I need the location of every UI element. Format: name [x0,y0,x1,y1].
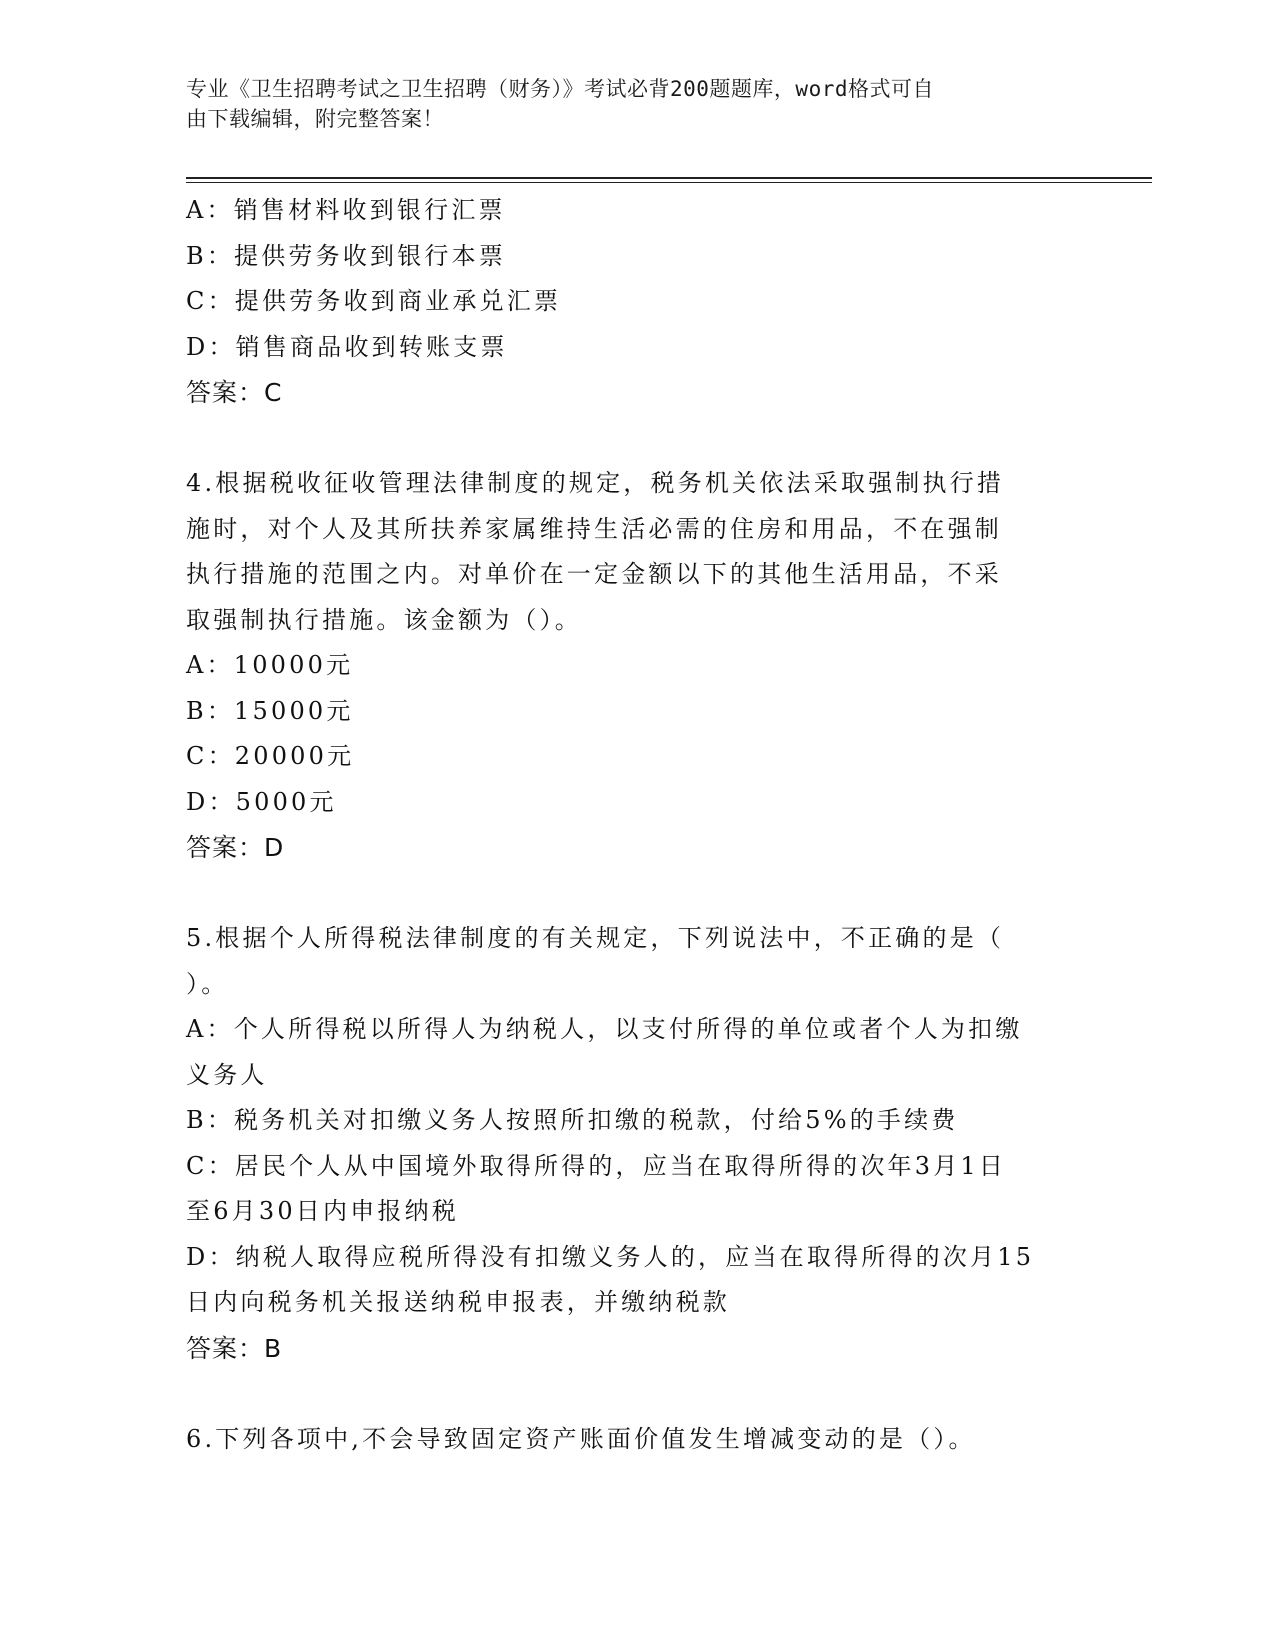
question-6 [186,1417,1081,1463]
option-c: C：居民个人从中国境外取得所得的，应当在取得所得的次年3月1日 [186,1151,1007,1180]
question-stem: 6.下列各项中,不会导致固定资产账面价值发生增减变动的是（）。 [186,1424,976,1453]
header-line: 专业《卫生招聘考试之卫生招聘（财务）》考试必背200题题库，word格式可自 [186,77,934,101]
option-c: C：20000元 [186,742,355,770]
option-b: B：提供劳务收到银行本票 [186,241,507,270]
question-stem: 5.根据个人所得税法律制度的有关规定，下列说法中，不正确的是（ [186,924,1005,952]
header-divider-thin [186,182,1152,183]
option-d: D：销售商品收到转账支票 [186,332,508,361]
question-stem: 施时，对个人及其所扶养家属维持生活必需的住房和用品，不在强制 [186,514,1002,543]
option-b: B：税务机关对扣缴义务人按照所扣缴的税款，付给5%的手续费 [186,1106,959,1134]
option-d: D：5000元 [186,787,337,816]
question-stem: 取强制执行措施。该金额为（）。 [186,605,582,634]
spacer [186,1371,1081,1417]
question-3 [186,188,1081,416]
document-header [186,74,1066,134]
answer: 答案：B [186,1333,283,1363]
document-body [186,188,1081,1462]
question-stem: ）。 [186,969,229,998]
question-5 [186,916,1081,1371]
answer: 答案：D [186,833,285,862]
option-c-continued: 至6月30日内申报纳税 [186,1197,460,1225]
question-stem: 执行措施的范围之内。对单价在一定金额以下的其他生活用品，不采 [186,560,1002,588]
spacer [186,416,1081,462]
answer: 答案：C [186,378,283,407]
option-a: A：个人所得税以所得人为纳税人，以支付所得的单位或者个人为扣缴 [186,1015,1023,1043]
option-a: A：销售材料收到银行汇票 [186,196,506,224]
option-d-continued: 日内向税务机关报送纳税申报表，并缴纳税款 [186,1288,730,1316]
option-a-continued: 义务人 [186,1060,268,1089]
question-stem: 4.根据税收征收管理法律制度的规定，税务机关依法采取强制执行措 [186,469,1005,497]
header-divider [186,177,1152,179]
spacer [186,871,1081,917]
option-b: B：15000元 [186,696,354,725]
header-line: 由下载编辑，附完整答案！ [186,107,444,131]
question-4 [186,461,1081,871]
option-c: C：提供劳务收到商业承兑汇票 [186,287,562,315]
option-a: A：10000元 [186,651,354,679]
option-d: D：纳税人取得应税所得没有扣缴义务人的，应当在取得所得的次月15 [186,1242,1035,1271]
